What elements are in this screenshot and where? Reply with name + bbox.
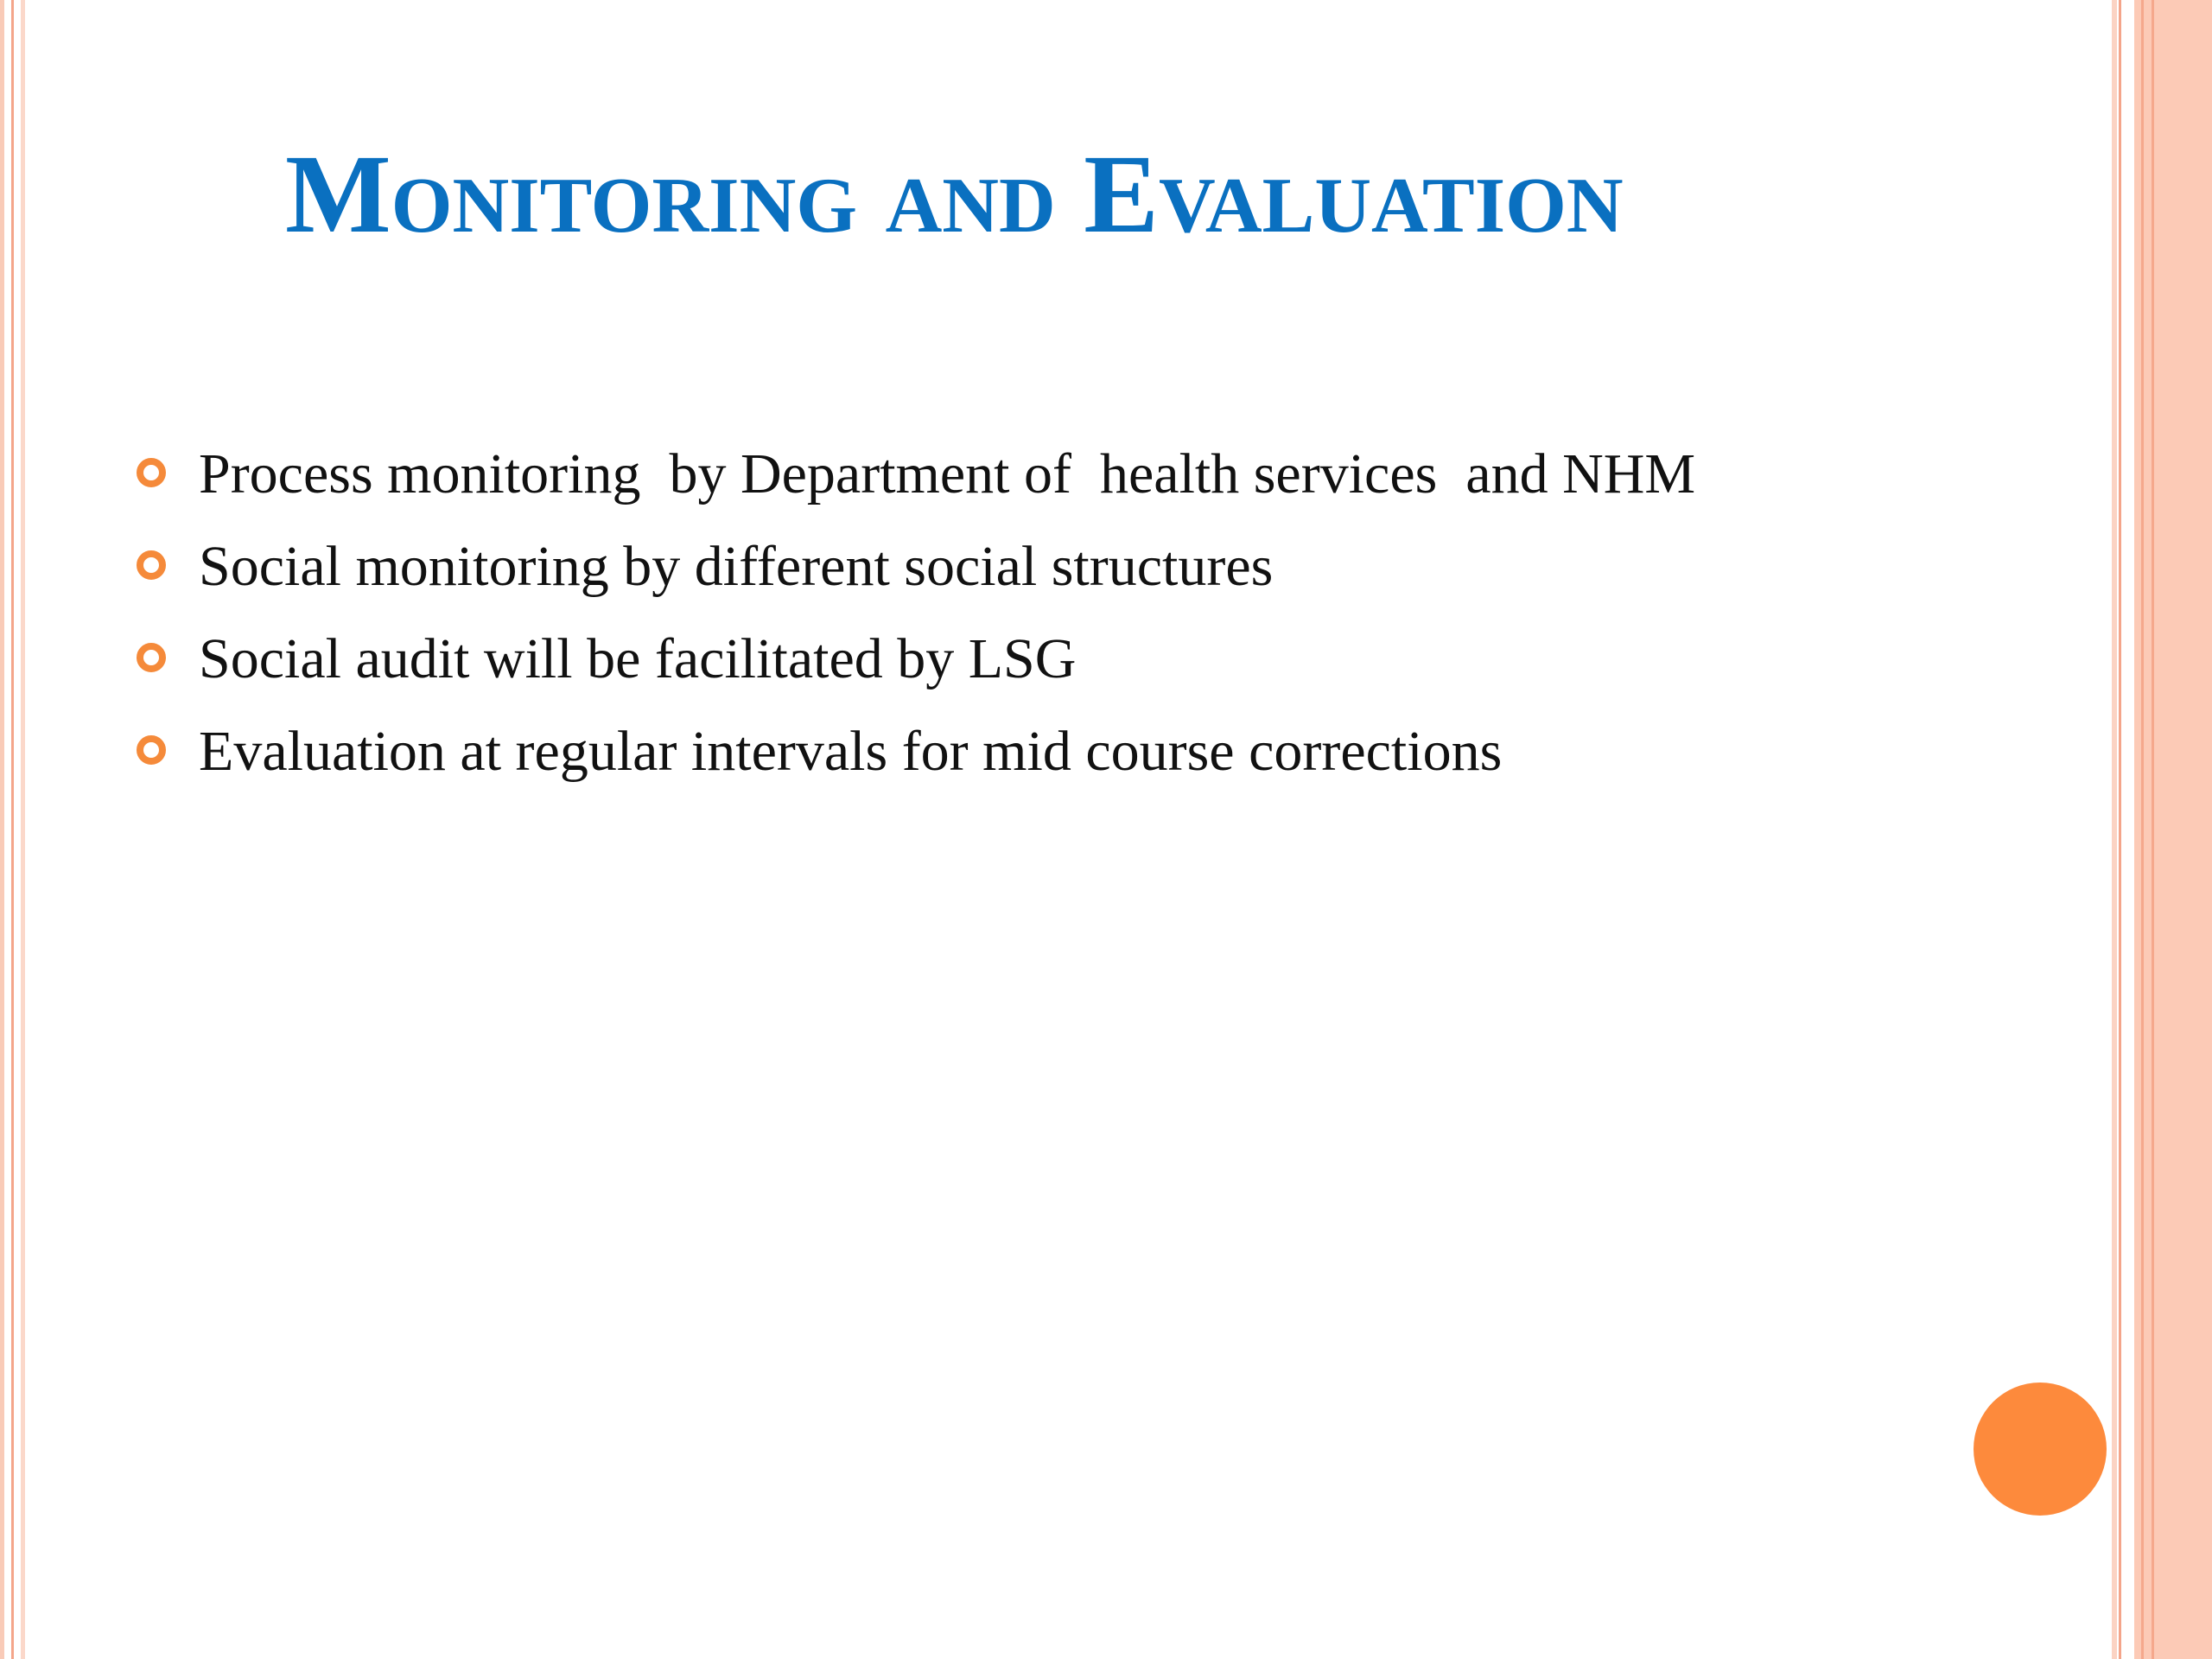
- left-border-line: [21, 0, 25, 1659]
- left-border-line: [11, 0, 14, 1659]
- bullet-text: Social audit will be facilitated by LSG: [199, 626, 1077, 690]
- bullet-item: [130, 705, 2074, 798]
- right-border-line: [2112, 0, 2117, 1659]
- bullet-item: [130, 520, 2074, 613]
- right-border-line: [2152, 0, 2154, 1659]
- bullet-item: [130, 428, 2074, 520]
- ring-bullet-icon: [137, 458, 166, 487]
- decorative-orange-circle: [1974, 1382, 2107, 1516]
- right-border-line: [2119, 0, 2121, 1659]
- ring-bullet-icon: [137, 643, 166, 672]
- bullet-text: Process monitoring by Department of health services and NHM: [199, 442, 1696, 505]
- ring-bullet-icon: [137, 550, 166, 580]
- right-border-line: [2141, 0, 2144, 1659]
- ring-bullet-icon: [137, 735, 166, 765]
- slide-title: Monitoring and Evaluation: [285, 132, 1624, 257]
- bullet-text: Evaluation at regular intervals for mid course corrections: [199, 719, 1503, 783]
- bullet-text: Social monitoring by different social structures: [199, 534, 1274, 598]
- bullet-list: [130, 428, 2074, 798]
- left-border-line: [0, 0, 4, 1659]
- bullet-item: [130, 613, 2074, 705]
- right-border-band: [2134, 0, 2212, 1659]
